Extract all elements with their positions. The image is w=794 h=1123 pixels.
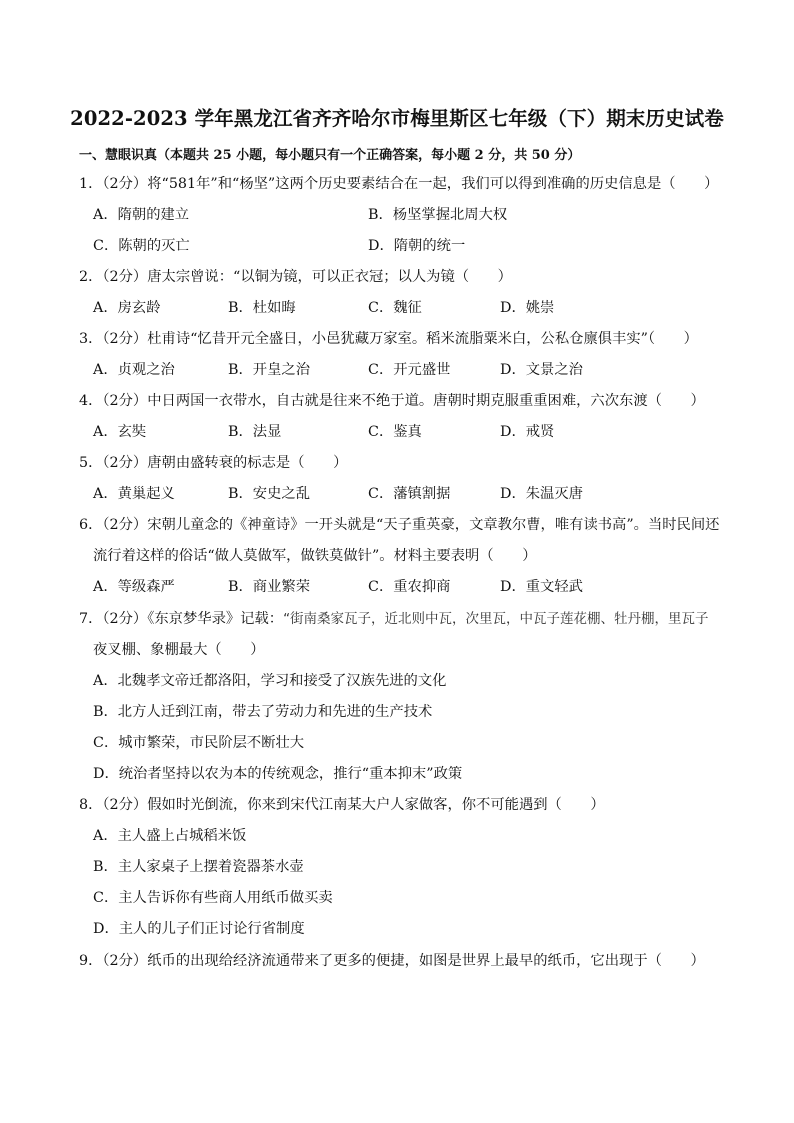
question-number: 9．（2分）	[79, 953, 148, 969]
question-7	[79, 609, 709, 629]
question-9	[79, 951, 705, 971]
option-8c: C．主人告诉你有些商人用纸币做买卖	[93, 890, 333, 906]
option-4c: C．鉴真	[368, 424, 422, 440]
question-text: 假如时光倒流，你来到宋代江南某大户人家做客，你不可能遇到（ ）	[147, 797, 605, 813]
option-4a: A．玄奘	[93, 424, 147, 440]
option-1b: B．杨坚掌握北周大权	[368, 207, 508, 223]
question-text: 中日两国一衣带水，自古就是往来不绝于道。唐朝时期克服重重困难，六次东渡（ ）	[147, 393, 705, 409]
option-2d: D．姚崇	[500, 300, 555, 316]
option-3d: D．文景之治	[500, 362, 583, 378]
question-1	[79, 174, 718, 194]
option-1a: A．隋朝的建立	[93, 207, 190, 223]
question-text: 宋朝儿童念的《神童诗》一开头就是“天子重英豪，文章教尔曹，唯有读书高”。当时民间还	[147, 517, 720, 533]
option-8b: B．主人家桌子上摆着瓷器茶水壶	[93, 859, 304, 875]
option-6b: B．商业繁荣	[228, 579, 310, 595]
option-1c: C．陈朝的灭亡	[93, 238, 190, 254]
question-8	[79, 795, 605, 815]
question-number: 2．（2分）	[79, 269, 148, 285]
question-7-continued: 夜叉棚、象棚最大（ ）	[93, 642, 265, 658]
option-3c: C．开元盛世	[368, 362, 451, 378]
option-7d: D．统治者坚持以农为本的传统观念，推行“重本抑末”政策	[93, 766, 463, 782]
question-4	[79, 391, 705, 411]
question-text: 唐太宗曾说：“以铜为镜，可以正衣冠；以人为镜（ ）	[147, 269, 512, 285]
question-2	[79, 267, 512, 287]
option-2c: C．魏征	[368, 300, 422, 316]
question-number: 8．（2分）	[79, 797, 148, 813]
question-5	[79, 453, 347, 473]
option-3a: A．贞观之治	[93, 362, 175, 378]
option-7a: A．北魏孝文帝迁都洛阳，学习和接受了汉族先进的文化	[93, 673, 447, 689]
page-title: 2022-2023 学年黑龙江省齐齐哈尔市梅里斯区七年级（下）期末历史试卷	[70, 107, 724, 130]
option-8a: A．主人盛上占城稻米饭	[93, 828, 247, 844]
option-5c: C．藩镇割据	[368, 486, 451, 502]
option-5a: A．黄巢起义	[93, 486, 175, 502]
option-1d: D．隋朝的统一	[368, 238, 466, 254]
question-number: 1．（2分）	[79, 176, 148, 192]
option-6c: C．重农抑商	[368, 579, 451, 595]
question-text: 唐朝由盛转衰的标志是（ ）	[147, 455, 348, 471]
question-text: 《东京梦华录》记载：	[147, 611, 284, 627]
option-6a: A．等级森严	[93, 579, 175, 595]
question-number: 4．（2分）	[79, 393, 148, 409]
question-text: 杜甫诗“忆昔开元全盛日，小邑犹藏万家室。稻米流脂粟米白，公私仓廪俱丰实”（ ）	[147, 331, 698, 347]
question-number: 7．（2分）	[79, 611, 148, 627]
option-3b: B．开皇之治	[228, 362, 310, 378]
option-7b: B．北方人迁到江南，带去了劳动力和先进的生产技术	[93, 704, 433, 720]
section-heading: 一、慧眼识真（本题共 25 小题，每小题只有一个正确答案，每小题 2 分，共 50 分）	[79, 148, 581, 163]
option-5b: B．安史之乱	[228, 486, 310, 502]
option-4b: B．法显	[228, 424, 282, 440]
option-2b: B．杜如晦	[228, 300, 296, 316]
option-6d: D．重文轻武	[500, 579, 583, 595]
question-6-continued: 流行着这样的俗话“做人莫做军，做铁莫做针”。材料主要表明（ ）	[93, 548, 537, 564]
option-5d: D．朱温灭唐	[500, 486, 583, 502]
question-number: 3．（2分）	[79, 331, 148, 347]
option-2a: A．房玄龄	[93, 300, 161, 316]
option-7c: C．城市繁荣，市民阶层不断壮大	[93, 735, 305, 751]
question-6	[79, 515, 719, 535]
question-quote: “街南桑家瓦子，近北则中瓦，次里瓦，中瓦子莲花棚、牡丹棚，里瓦子	[283, 611, 709, 627]
question-number: 5．（2分）	[79, 455, 148, 471]
option-4d: D．戒贤	[500, 424, 555, 440]
question-text: 将“581年”和“杨坚”这两个历史要素结合在一起，我们可以得到准确的历史信息是（ ）	[147, 176, 719, 192]
question-text: 纸币的出现给经济流通带来了更多的便捷，如图是世界上最早的纸币，它出现于（ ）	[147, 953, 705, 969]
option-8d: D．主人的儿子们正讨论行省制度	[93, 921, 305, 937]
question-number: 6．（2分）	[79, 517, 148, 533]
question-3	[79, 329, 698, 349]
